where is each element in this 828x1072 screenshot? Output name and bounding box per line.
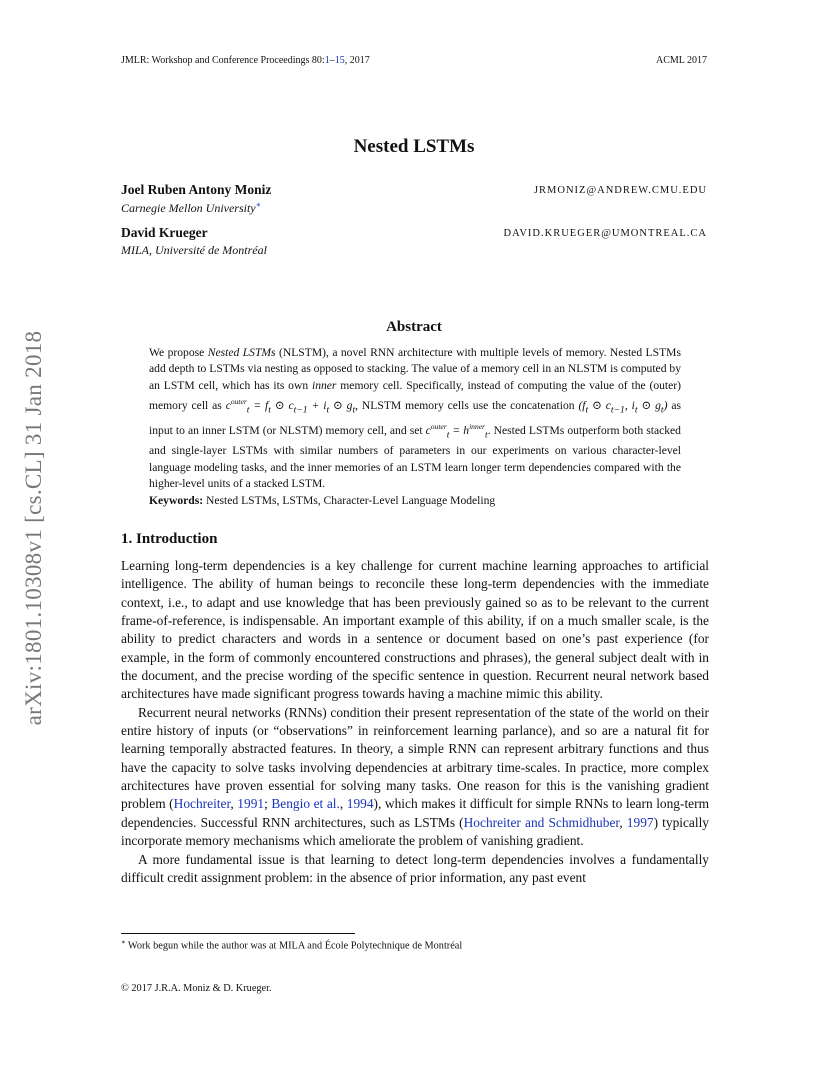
citation-year-1997[interactable]: 1997 <box>626 814 654 830</box>
paragraph-3: A more fundamental issue is that learning to detect long-term dependencies involves a fundamentally difficult credit assignment problem: in the absence of prior information, any past event <box>121 851 709 885</box>
running-header-right: ACML 2017 <box>655 55 707 66</box>
author-name-1: Joel Ruben Antony Moniz <box>121 182 272 197</box>
equation-1: $c^{outer}_t = f_t$ ⊙ $c_{t-1} + i_t$ ⊙ $g_t$ <box>225 397 356 416</box>
author-affiliation-1 <box>121 200 261 216</box>
citation-year-1991[interactable]: 1991 <box>237 796 265 812</box>
header-dash: – <box>329 55 335 66</box>
paper-title: Nested LSTMs <box>353 136 475 157</box>
footnote-text: Work begun while the author was at MILA and École Polytechnique de Montréal <box>125 940 463 952</box>
page-link-first[interactable]: 1 <box>324 55 330 66</box>
copyright-line: © 2017 J.R.A. Moniz & D. Krueger. <box>121 983 272 994</box>
citation-year-1994[interactable]: 1994 <box>346 796 374 812</box>
citation-bengio-1994[interactable]: Bengio et al. <box>271 796 340 812</box>
header-journal: JMLR: Workshop and Conference Proceedings 80: <box>121 55 325 66</box>
section-heading-introduction: 1. Introduction <box>121 531 218 547</box>
running-header-left <box>121 55 370 66</box>
footnote <box>121 938 462 951</box>
keywords-line: Keywords: Nested LSTMs, LSTMs, Character-Level Language Modeling <box>149 493 496 507</box>
citation-hochreiter-schmidhuber-1997[interactable]: Hochreiter and Schmidhuber <box>463 814 620 830</box>
equation-2: ($f_t$ ⊙ $c_{t-1}$, $i_t$ ⊙ $g_t$) <box>578 399 668 416</box>
abstract-body <box>149 345 681 509</box>
footnote-mark-link[interactable]: ∗ <box>255 200 261 209</box>
author-affiliation-2: MILA, Université de Montréal <box>121 243 267 257</box>
paragraph-2: Recurrent neural networks (RNNs) condition their present representation of the state of the world on their entire history of inputs (or “observations” in reinforcement learning parlance), and so are a natural fit for learning temporally abstracted features. In theory, a simple RNN can represent arbitrary functions and thus have the capacity to solve tasks involving dependencies at arbitrary time-scales. In practice, more complex architectures have proven essential for solving many tasks. One reason for this is the vanishing gradient problem (Hochreiter, 1991; Bengio et al., 1994), which makes it difficult for simple RNNs to learn long-term dependencies. Successful RNN architectures, such as LSTMs (Hochreiter and Schmidhuber, 1997) typically incorporate memory mechanisms which ameliorate the problem of vanishing gradient. <box>121 704 710 849</box>
abstract-heading: Abstract <box>386 319 442 335</box>
arxiv-sidebar <box>21 293 47 763</box>
header-year: , 2017 <box>344 55 370 66</box>
citation-hochreiter-1991[interactable]: Hochreiter <box>173 796 231 812</box>
author-email-1[interactable]: JRMONIZ@ANDREW.CMU.EDU <box>533 185 707 196</box>
equation-3: $c^{outer}_t = h^{inner}_t$ <box>425 421 488 440</box>
abstract-text: We propose Nested LSTMs (NLSTM), a novel RNN architecture with multiple levels of memory. Nested LSTMs add depth to LSTMs via nesting as opposed to stacking. The value of a memory cell in an NLSTM is computed by an LSTM cell, which has its own inner memory cell. Specifically, instead of computing the value of the (outer) memory cell as $c^{outer}_t = f_t$ ⊙ $c_{t-1} + i_t$ ⊙ $g_t$, NLSTM memory cells use the concatenation ($f_t$ ⊙ $c_{t-1}$, $i_t$ ⊙ $g_t$) as input to an inner LSTM (or NLSTM) memory cell, and set $c^{outer}_t = h^{inner}_t$. Nested LSTMs outperform both stacked and single-layer LSTMs with similar numbers of parameters in our experiments on various character-level language modeling tasks, and the inner memories of an LSTM learn longer term dependencies compared with the higher-level units of a stacked LSTM. <box>149 346 682 491</box>
introduction-body <box>121 557 709 887</box>
author-email-2[interactable]: DAVID.KRUEGER@UMONTREAL.CA <box>503 228 707 239</box>
footnote-mark: ∗ <box>121 939 126 946</box>
page-link-last[interactable]: 15 <box>334 55 345 66</box>
arxiv-stamp: arXiv:1801.10308v1 [cs.CL] 31 Jan 2018 <box>21 330 46 726</box>
affiliation-text-1: Carnegie Mellon University <box>121 201 256 215</box>
footnote-rule <box>121 933 355 934</box>
author-name-2: David Krueger <box>121 225 208 240</box>
paragraph-1: Learning long-term dependencies is a key challenge for current machine learning approaches to artificial intelligence. The ability of human beings to reconcile these long-term dependencies with the immediate context, i.e., to adapt and use knowledge that has been previously gained so as to be relevant to the current frame-of-reference, is indispensable. An important example of this ability, if on a much smaller scale, is the ability to predict characters and words in a sentence or document based on one’s past experience (for example, in the form of commonly encountered constructions and phrases), the general subject dealt with in the document, and the precise wording of the specific sentence in question. Recurrent neural network based architectures have made significant progress towards having a machine mimic this ability. <box>121 558 709 702</box>
